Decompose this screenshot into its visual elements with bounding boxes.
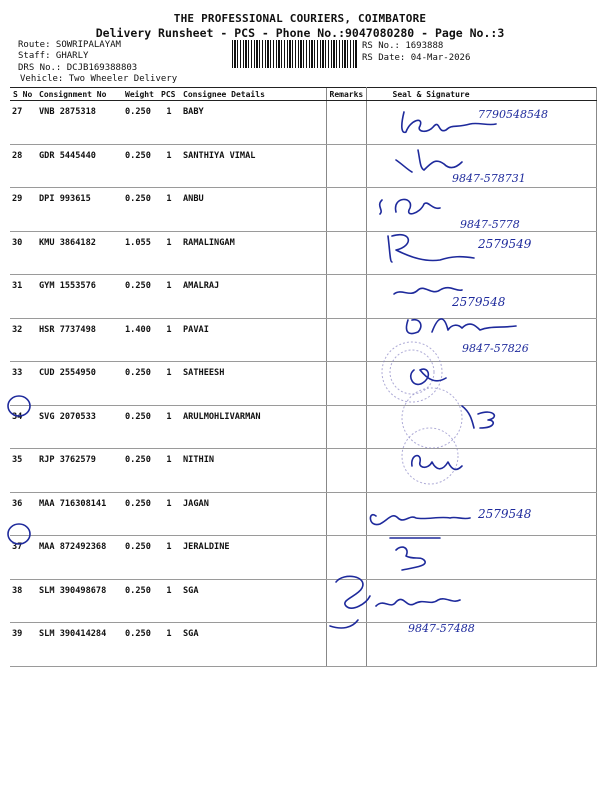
table-row xyxy=(10,144,596,188)
table-row xyxy=(10,623,596,667)
consignee-cell: JERALDINE xyxy=(180,536,326,580)
consignment-cell: VNB 2875318 xyxy=(36,101,122,145)
remarks-cell xyxy=(326,449,366,493)
consignment-cell: DPI 993615 xyxy=(36,188,122,232)
table-row xyxy=(10,405,596,449)
pcs-cell: 1 xyxy=(158,231,180,275)
consignee-cell: JAGAN xyxy=(180,492,326,536)
weight-cell: 0.250 xyxy=(122,579,158,623)
consignee-cell: RAMALINGAM xyxy=(180,231,326,275)
consignment-cell: RJP 3762579 xyxy=(36,449,122,493)
col-consignee: Consignee Details xyxy=(180,88,326,101)
weight-cell: 0.250 xyxy=(122,144,158,188)
sno-cell: 31 xyxy=(10,275,36,319)
sno-cell: 38 xyxy=(10,579,36,623)
phone-30: 2579549 xyxy=(478,237,532,251)
weight-cell: 1.055 xyxy=(122,231,158,275)
signature-cell xyxy=(366,449,596,493)
table-row xyxy=(10,536,596,580)
pcs-cell: 1 xyxy=(158,275,180,319)
pcs-cell: 1 xyxy=(158,579,180,623)
runsheet-subtitle: Delivery Runsheet - PCS - Phone No.:9047080280 - Page No.:3 xyxy=(95,26,505,40)
remarks-cell xyxy=(326,405,366,449)
pcs-cell: 1 xyxy=(158,318,180,362)
pcs-cell: 1 xyxy=(158,405,180,449)
remarks-cell xyxy=(326,318,366,362)
consignee-cell: PAVAI xyxy=(180,318,326,362)
weight-cell: 0.250 xyxy=(122,275,158,319)
remarks-cell xyxy=(326,492,366,536)
pcs-cell: 1 xyxy=(158,144,180,188)
consignment-cell: GYM 1553576 xyxy=(36,275,122,319)
col-weight: Weight xyxy=(122,88,158,101)
col-sno: S No xyxy=(10,88,36,101)
consignment-cell: GDR 5445440 xyxy=(36,144,122,188)
signature-cell xyxy=(366,623,596,667)
phone-36: 2579548 xyxy=(478,507,532,521)
pcs-cell: 1 xyxy=(158,492,180,536)
remarks-cell xyxy=(326,536,366,580)
remarks-cell xyxy=(326,579,366,623)
staff-label: Staff: GHARLY xyxy=(18,51,89,61)
route-label: Route: SOWRIPALAYAM xyxy=(18,40,121,50)
phone-32: 9847-57826 xyxy=(462,342,529,355)
phone-29: 9847-5778 xyxy=(460,218,520,231)
pcs-cell: 1 xyxy=(158,101,180,145)
pcs-cell: 1 xyxy=(158,623,180,667)
weight-cell: 0.250 xyxy=(122,492,158,536)
consignee-cell: AMALRAJ xyxy=(180,275,326,319)
company-title: THE PROFESSIONAL COURIERS, COIMBATORE xyxy=(173,12,427,25)
drs-number: DRS No.: DCJB169388803 xyxy=(18,63,138,73)
signature-cell xyxy=(366,144,596,188)
table-row xyxy=(10,492,596,536)
consignee-cell: SGA xyxy=(180,579,326,623)
sno-cell: 30 xyxy=(10,231,36,275)
pcs-cell: 1 xyxy=(158,188,180,232)
consignee-cell: SATHEESH xyxy=(180,362,326,406)
phone-39: 9847-57488 xyxy=(408,622,475,635)
signature-cell xyxy=(366,188,596,232)
table-row xyxy=(10,579,596,623)
col-remarks: Remarks xyxy=(326,88,366,101)
col-pcs: PCS xyxy=(158,88,180,101)
pcs-cell: 1 xyxy=(158,362,180,406)
vehicle-label: Vehicle: Two Wheeler Delivery xyxy=(20,74,178,84)
signature-cell xyxy=(366,405,596,449)
table-row xyxy=(10,188,596,232)
consignee-cell: SGA xyxy=(180,623,326,667)
col-seal: Seal & Signature xyxy=(366,88,596,101)
sno-cell: 39 xyxy=(10,623,36,667)
col-consignment: Consignment No xyxy=(36,88,122,101)
weight-cell: 0.250 xyxy=(122,623,158,667)
rs-number: RS No.: 1693888 xyxy=(362,41,444,51)
consignment-cell: MAA 716308141 xyxy=(36,492,122,536)
pcs-cell: 1 xyxy=(158,536,180,580)
pcs-cell: 1 xyxy=(158,449,180,493)
sno-cell: 37 xyxy=(10,536,36,580)
sno-cell: 35 xyxy=(10,449,36,493)
sno-cell: 34 xyxy=(10,405,36,449)
runsheet-table xyxy=(10,87,597,667)
consignment-cell: CUD 2554950 xyxy=(36,362,122,406)
remarks-cell xyxy=(326,362,366,406)
table-row xyxy=(10,275,596,319)
remarks-cell xyxy=(326,275,366,319)
signature-cell xyxy=(366,318,596,362)
consignee-cell: ARULMOHLIVARMAN xyxy=(180,405,326,449)
signature-cell xyxy=(366,362,596,406)
weight-cell: 0.250 xyxy=(122,101,158,145)
consignee-cell: ANBU xyxy=(180,188,326,232)
table-row xyxy=(10,231,596,275)
consignment-cell: SLM 390498678 xyxy=(36,579,122,623)
table-row xyxy=(10,449,596,493)
weight-cell: 0.250 xyxy=(122,536,158,580)
signature-cell xyxy=(366,579,596,623)
signature-cell xyxy=(366,492,596,536)
rs-date: RS Date: 04-Mar-2026 xyxy=(362,53,471,63)
sno-cell: 28 xyxy=(10,144,36,188)
weight-cell: 0.250 xyxy=(122,188,158,232)
consignee-cell: SANTHIYA VIMAL xyxy=(180,144,326,188)
table-header xyxy=(10,88,596,101)
sno-cell: 33 xyxy=(10,362,36,406)
consignee-cell: BABY xyxy=(180,101,326,145)
table-row xyxy=(10,101,596,145)
phone-27: 7790548548 xyxy=(478,108,548,121)
barcode xyxy=(232,40,357,68)
weight-cell: 0.250 xyxy=(122,405,158,449)
weight-cell: 0.250 xyxy=(122,449,158,493)
weight-cell: 1.400 xyxy=(122,318,158,362)
remarks-cell xyxy=(326,231,366,275)
weight-cell: 0.250 xyxy=(122,362,158,406)
remarks-cell xyxy=(326,144,366,188)
sno-cell: 36 xyxy=(10,492,36,536)
remarks-cell xyxy=(326,623,366,667)
consignment-cell: HSR 7737498 xyxy=(36,318,122,362)
signature-cell xyxy=(366,231,596,275)
remarks-cell xyxy=(326,188,366,232)
consignment-cell: SLM 390414284 xyxy=(36,623,122,667)
sno-cell: 27 xyxy=(10,101,36,145)
phone-31: 2579548 xyxy=(452,295,506,309)
sno-cell: 29 xyxy=(10,188,36,232)
sno-cell: 32 xyxy=(10,318,36,362)
signature-cell xyxy=(366,101,596,145)
signature-cell xyxy=(366,275,596,319)
table-row xyxy=(10,318,596,362)
remarks-cell xyxy=(326,101,366,145)
phone-28: 9847-578731 xyxy=(452,172,526,185)
signature-cell xyxy=(366,536,596,580)
table-row xyxy=(10,362,596,406)
consignee-cell: NITHIN xyxy=(180,449,326,493)
consignment-cell: SVG 2070533 xyxy=(36,405,122,449)
consignment-cell: KMU 3864182 xyxy=(36,231,122,275)
consignment-cell: MAA 872492368 xyxy=(36,536,122,580)
